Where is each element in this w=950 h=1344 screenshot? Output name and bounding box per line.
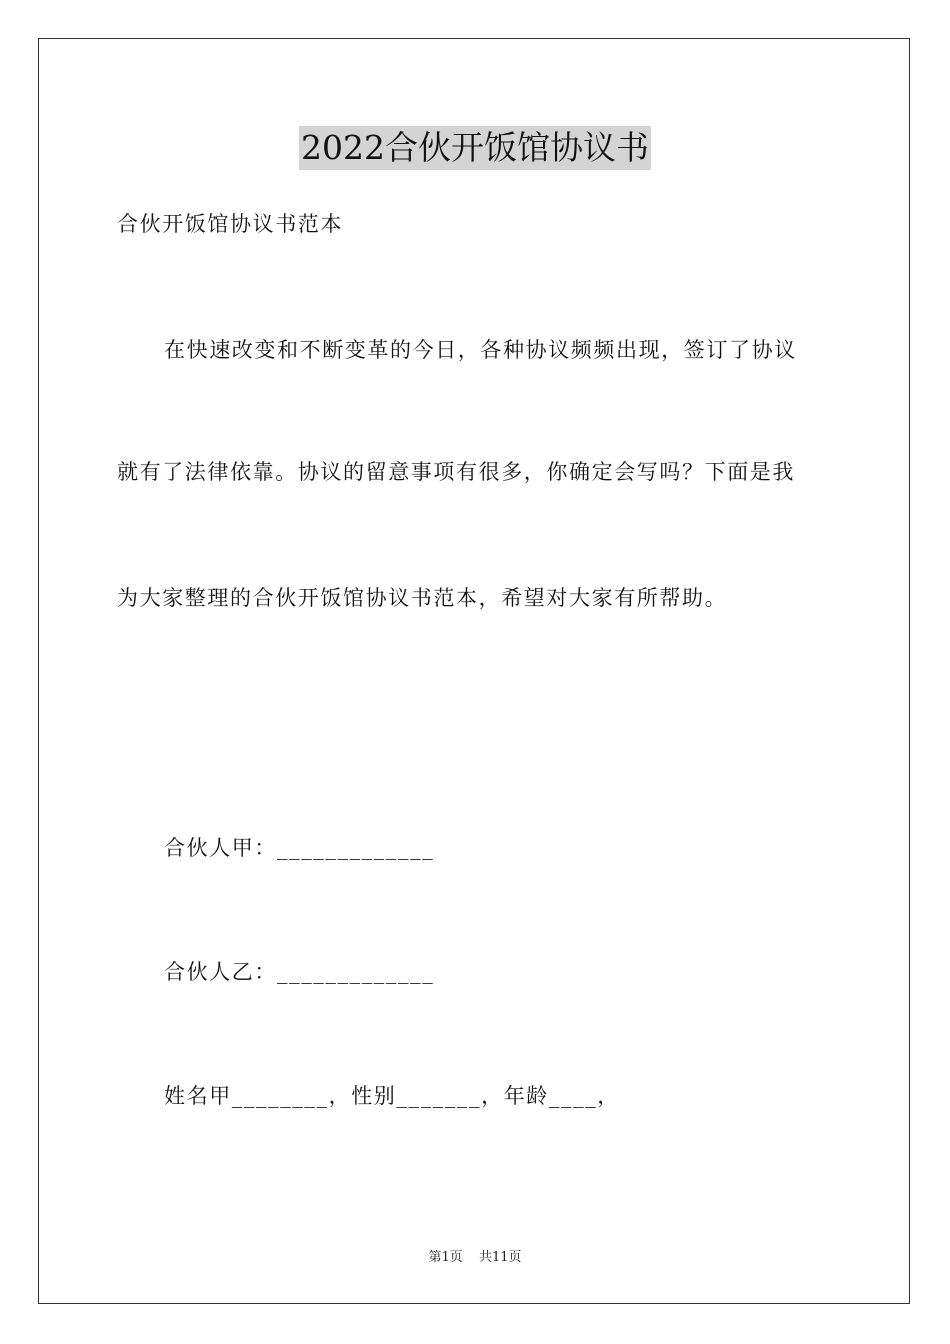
partner-a-field: 合伙人甲：_____________ bbox=[164, 836, 435, 860]
page-number-current: 第1页 bbox=[428, 1250, 463, 1265]
title-container bbox=[0, 126, 950, 170]
intro-line-3: 为大家整理的合伙开饭馆协议书范本，希望对大家有所帮助。 bbox=[117, 586, 728, 610]
page-number-total: 共11页 bbox=[478, 1250, 522, 1265]
partner-b-field: 合伙人乙：_____________ bbox=[164, 960, 435, 984]
document-subtitle: 合伙开饭馆协议书范本 bbox=[117, 212, 343, 236]
intro-line-1: 在快速改变和不断变革的今日，各种协议频频出现，签订了协议 bbox=[164, 338, 797, 362]
person-a-info-field: 姓名甲________，性别_______，年龄____， bbox=[164, 1084, 620, 1108]
intro-line-2: 就有了法律依靠。协议的留意事项有很多，你确定会写吗？下面是我 bbox=[117, 460, 795, 484]
document-title: 2022合伙开饭馆协议书 bbox=[299, 126, 651, 170]
page-footer bbox=[0, 1246, 950, 1265]
